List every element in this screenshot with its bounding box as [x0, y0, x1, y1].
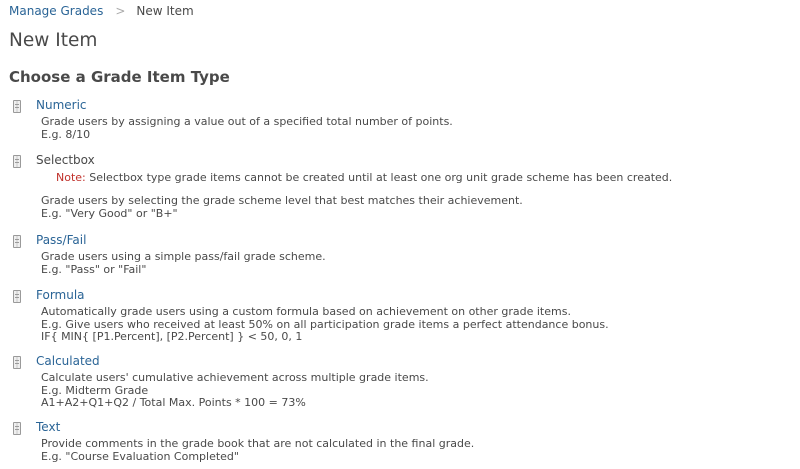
grade-type-description	[41, 251, 326, 276]
page-title: New Item	[9, 30, 98, 51]
grade-type-numeric-link[interactable]: Numeric	[36, 98, 87, 112]
grade-type-description	[41, 195, 523, 220]
section-heading: Choose a Grade Item Type	[9, 68, 230, 86]
grade-item-icon	[13, 155, 21, 168]
description-line: Automatically grade users using a custom formula based on achievement on other grade items.	[41, 305, 571, 318]
selectbox-note	[56, 171, 672, 185]
grade-type-description	[41, 438, 474, 463]
breadcrumb-manage-grades-link[interactable]: Manage Grades	[9, 4, 104, 18]
grade-item-icon	[13, 422, 21, 435]
grade-type-text-link[interactable]: Text	[36, 420, 61, 434]
description-line: E.g. "Pass" or "Fail"	[41, 262, 147, 276]
description-line: E.g. "Course Evaluation Completed"	[41, 449, 239, 463]
description-line: Grade users using a simple pass/fail grade scheme.	[41, 250, 326, 263]
breadcrumb-current: New Item	[136, 4, 194, 18]
note-text: Selectbox type grade items cannot be created until at least one org unit grade scheme has been created.	[89, 171, 673, 184]
breadcrumb	[9, 3, 194, 19]
grade-item-icon	[13, 235, 21, 248]
description-line: Grade users by selecting the grade scheme level that best matches their achievement.	[41, 194, 523, 207]
description-line: Provide comments in the grade book that are not calculated in the final grade.	[41, 437, 475, 450]
description-line: E.g. "Very Good" or "B+"	[41, 206, 178, 220]
description-line: Calculate users' cumulative achievement across multiple grade items.	[41, 371, 429, 384]
description-line: E.g. Midterm Grade	[41, 383, 149, 397]
description-line: IF{ MIN{ [P1.Percent], [P2.Percent] } < 50, 0, 1	[41, 330, 303, 343]
grade-item-icon	[13, 356, 21, 369]
grade-type-description	[41, 372, 429, 410]
description-line: E.g. Give users who received at least 50% on all participation grade items a perfect attendance bonus.	[41, 317, 609, 331]
grade-type-selectbox-label: Selectbox	[36, 153, 95, 167]
description-line: Grade users by assigning a value out of a specified total number of points.	[41, 115, 453, 128]
grade-type-description	[41, 306, 609, 344]
description-line: A1+A2+Q1+Q2 / Total Max. Points * 100 = 73%	[41, 396, 306, 409]
grade-type-pass-fail-link[interactable]: Pass/Fail	[36, 233, 87, 247]
note-label: Note:	[56, 171, 86, 184]
grade-type-formula-link[interactable]: Formula	[36, 288, 85, 302]
grade-type-calculated-link[interactable]: Calculated	[36, 354, 100, 368]
breadcrumb-separator: >	[115, 4, 126, 18]
grade-type-description	[41, 116, 453, 141]
description-line: E.g. 8/10	[41, 127, 91, 141]
grade-item-icon	[13, 100, 21, 113]
grade-item-icon	[13, 290, 21, 303]
